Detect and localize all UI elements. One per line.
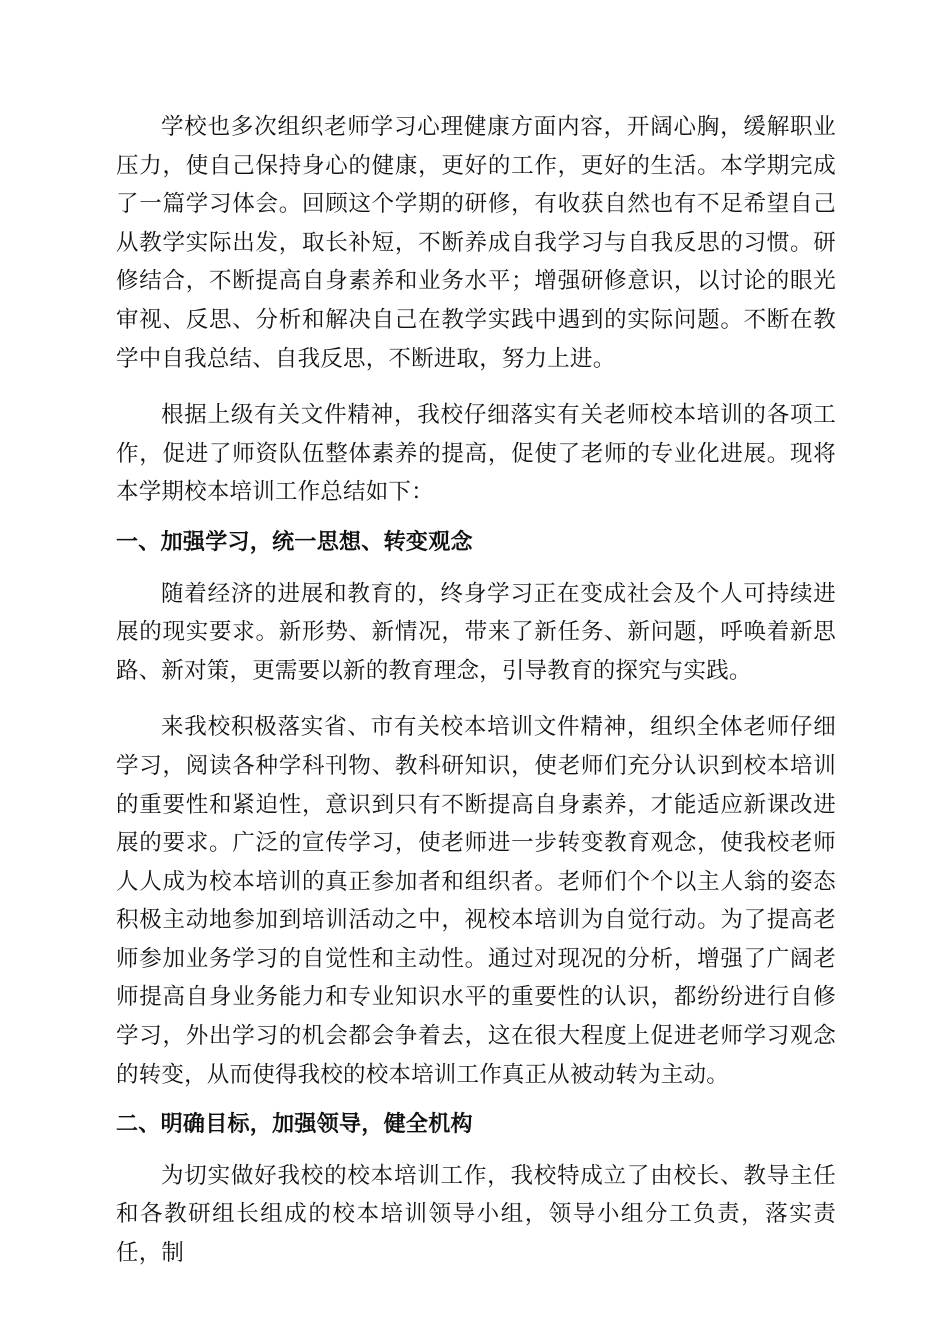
paragraph-lifelong-learning: 随着经济的进展和教育的，终身学习正在变成社会及个人可持续进展的现实要求。新形势、新情况，带来了新任务、新问题，呼唤着新思路、新对策，更需要以新的教育理念，引导教育的探究与实践。 xyxy=(116,580,836,684)
paragraph-training-implementation: 来我校积极落实省、市有关校本培训文件精神，组织全体老师仔细学习，阅读各种学科刊物、教科研知识，使老师们充分认识到校本培训的重要性和紧迫性，意识到只有不断提高自身素养，才能适应新课改进展的要求。广泛的宣传学习，使老师进一步转变教育观念，使我校老师人人成为校本培训的真正参加者和组织者。老师们个个以主人翁的姿态积极主动地参加到培训活动之中，视校本培训为自觉行动。为了提高老师参加业务学习的自觉性和主动性。通过对现况的分析，增强了广阔老师提高自身业务能力和专业知识水平的重要性的认识，都纷纷进行自修学习，外出学习的机会都会争着去，这在很大程度上促进老师学习观念的转变，从而使得我校的校本培训工作真正从被动转为主动。 xyxy=(116,714,836,1088)
paragraph-leadership-group: 为切实做好我校的校本培训工作，我校特成立了由校长、教导主任和各教研组长组成的校本培训领导小组，领导小组分工负责，落实责任，制 xyxy=(116,1162,836,1267)
section-heading-2: 二、明确目标，加强领导，健全机构 xyxy=(116,1112,473,1138)
document-page xyxy=(116,108,836,1273)
paragraph-mental-health: 学校也多次组织老师学习心理健康方面内容，开阔心胸，缓解职业压力，使自己保持身心的健康，更好的工作，更好的生活。本学期完成了一篇学习体会。回顾这个学期的研修，有收获自然也有不足希望自己从教学实际出发，取长补短，不断养成自我学习与自我反思的习惯。研修结合，不断提高自身素养和业务水平；增强研修意识，以讨论的眼光审视、反思、分析和解决自己在教学实践中遇到的实际问题。不断在教学中自我总结、自我反思，不断进取，努力上进。 xyxy=(116,114,836,372)
section-heading-1: 一、加强学习，统一思想、转变观念 xyxy=(116,529,473,555)
paragraph-intro-summary: 根据上级有关文件精神，我校仔细落实有关老师校本培训的各项工作，促进了师资队伍整体素养的提高，促使了老师的专业化进展。现将本学期校本培训工作总结如下： xyxy=(116,402,836,506)
